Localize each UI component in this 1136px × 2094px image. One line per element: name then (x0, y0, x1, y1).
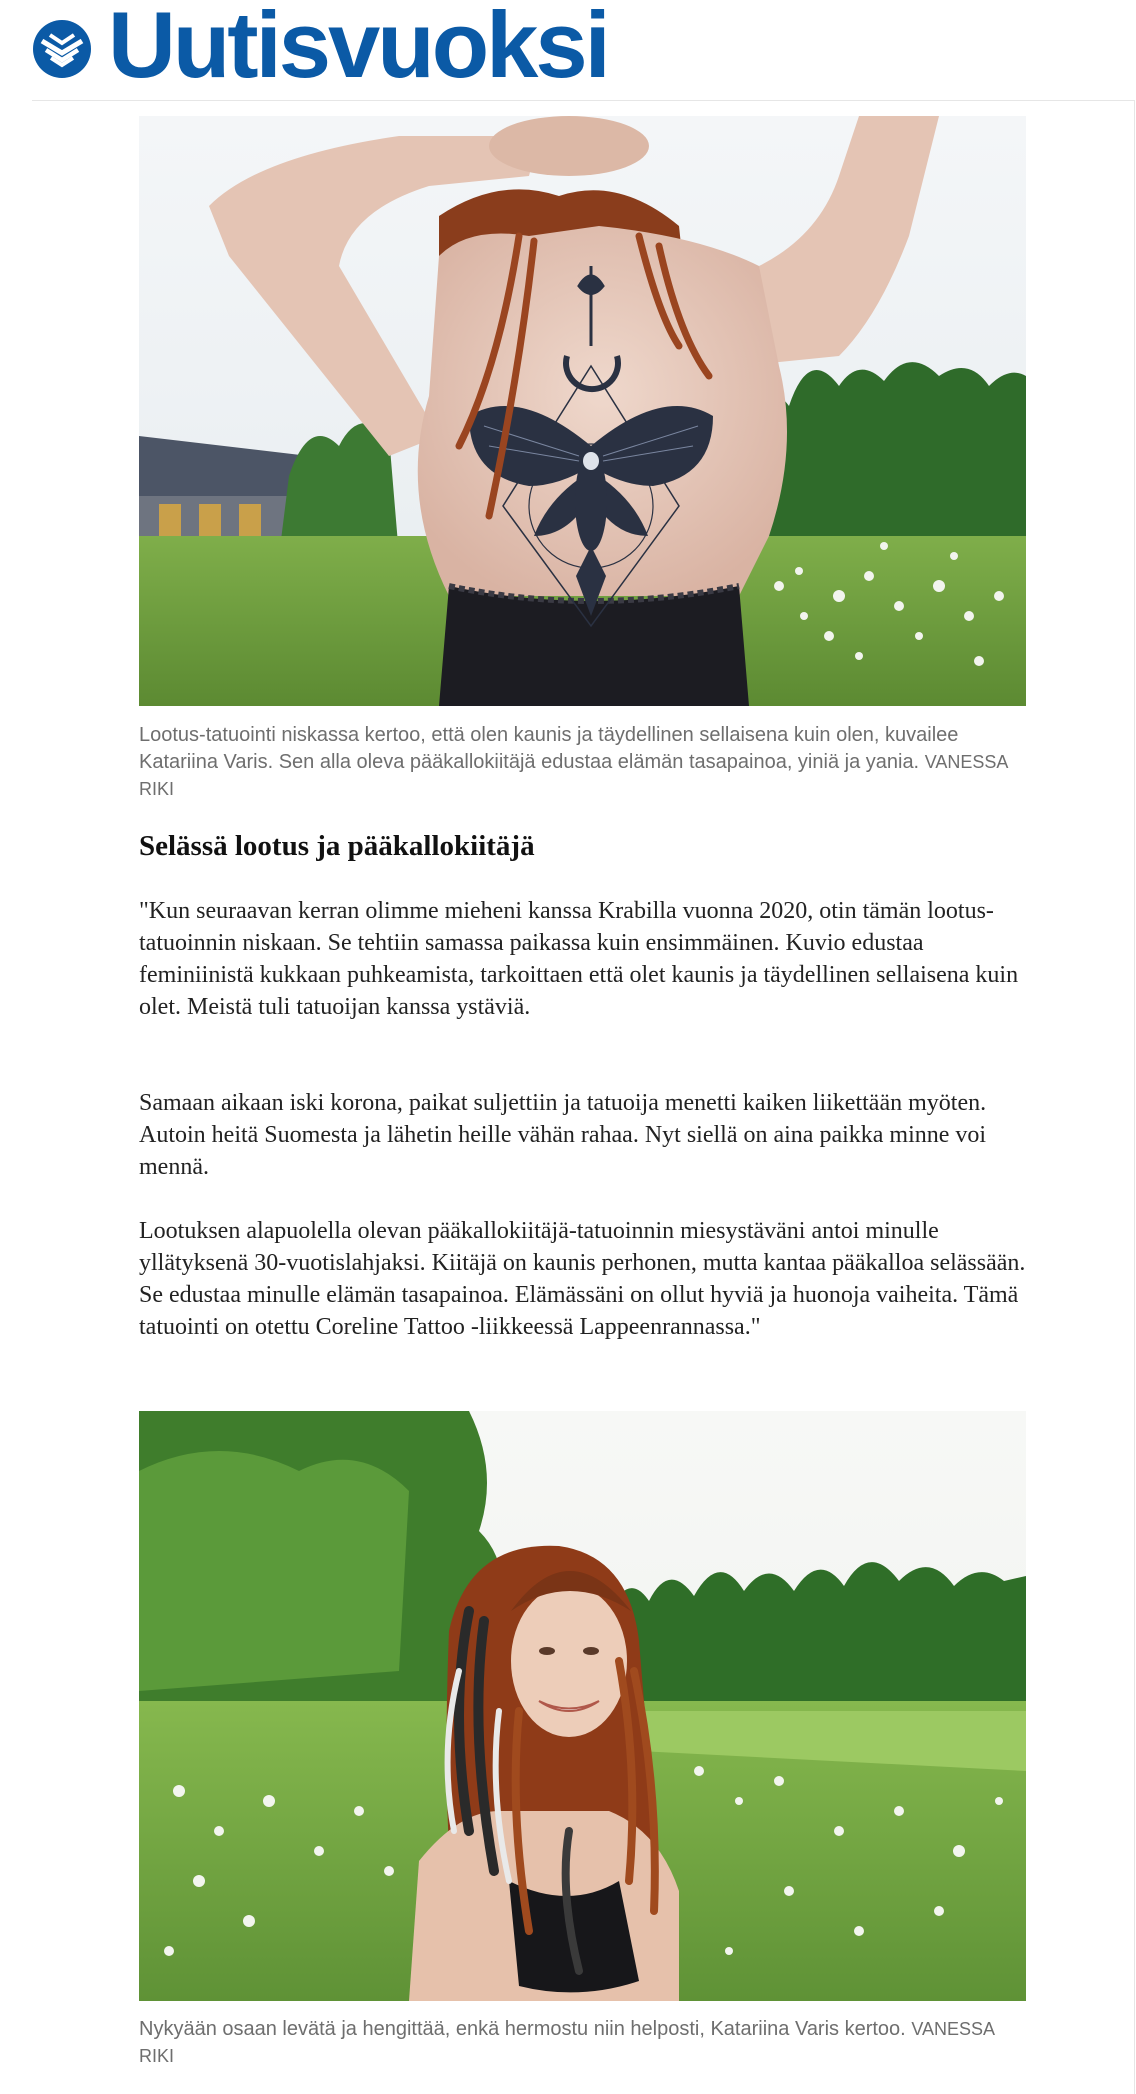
site-logo-icon[interactable] (32, 19, 92, 79)
article-paragraph: "Kun seuraavan kerran olimme mieheni kanssa Krabilla vuonna 2020, otin tämän lootus-tatuoinnin niskaan. Se tehtiin samassa paikassa kuin ensimmäinen. Kuvio edustaa feminiinistä kukkaan puhkeamista, tarkoittaen että olet kaunis ja täydellinen sellaisena kuin olet. Meistä tuli tatuoijan kanssa ystäviä. (139, 898, 1019, 1020)
photo-credit: VANESSA RIKI (139, 752, 1008, 799)
header-divider (32, 100, 1135, 101)
article-photo-portrait-meadow[interactable] (139, 1411, 1026, 2001)
photo-credit: VANESSA RIKI (139, 2019, 995, 2066)
caption-text: Lootus-tatuointi niskassa kertoo, että olen kaunis ja täydellinen sellaisena kuin olen, kuvailee Katariina Varis. Sen alla oleva pääkallokiitäjä edustaa elämän tasapainoa, yiniä ja yania. (139, 724, 959, 773)
article-photo-tattoo-back[interactable] (139, 116, 1026, 706)
article-paragraph: Lootuksen alapuolella olevan pääkallokiitäjä-tatuoinnin miesystäväni antoi minulle yllätyksenä 30-vuotislahjaksi. Kiitäjä on kaunis perhonen, mutta kantaa pääkalloa selässään. Se edustaa minulle elämän tasapainoa. Elämässäni on ollut hyviä ja huonoja vaiheita. Tämä tatuointi on otettu Coreline Tattoo -liikkeessä Lappeenrannassa." (139, 1218, 1026, 1340)
photo-caption (139, 722, 1026, 803)
photo-caption (139, 2016, 1026, 2070)
article-paragraph: Samaan aikaan iski korona, paikat suljettiin ja tatuoija menetti kaiken liikettään myöten. Autoin heitä Suomesta ja lähetin heille vähän rahaa. Nyt siellä on aina paikka minne voi mennä. (139, 1090, 987, 1180)
site-logo-wordmark[interactable]: Uutisvuoksi (108, 0, 608, 97)
article-subheading: Selässä lootus ja pääkallokiitäjä (139, 830, 535, 862)
site-header (0, 0, 1136, 100)
caption-text: Nykyään osaan levätä ja hengittää, enkä hermostu niin helposti, Katariina Varis kertoo. (139, 2018, 906, 2040)
content-frame-border (1134, 100, 1135, 2094)
